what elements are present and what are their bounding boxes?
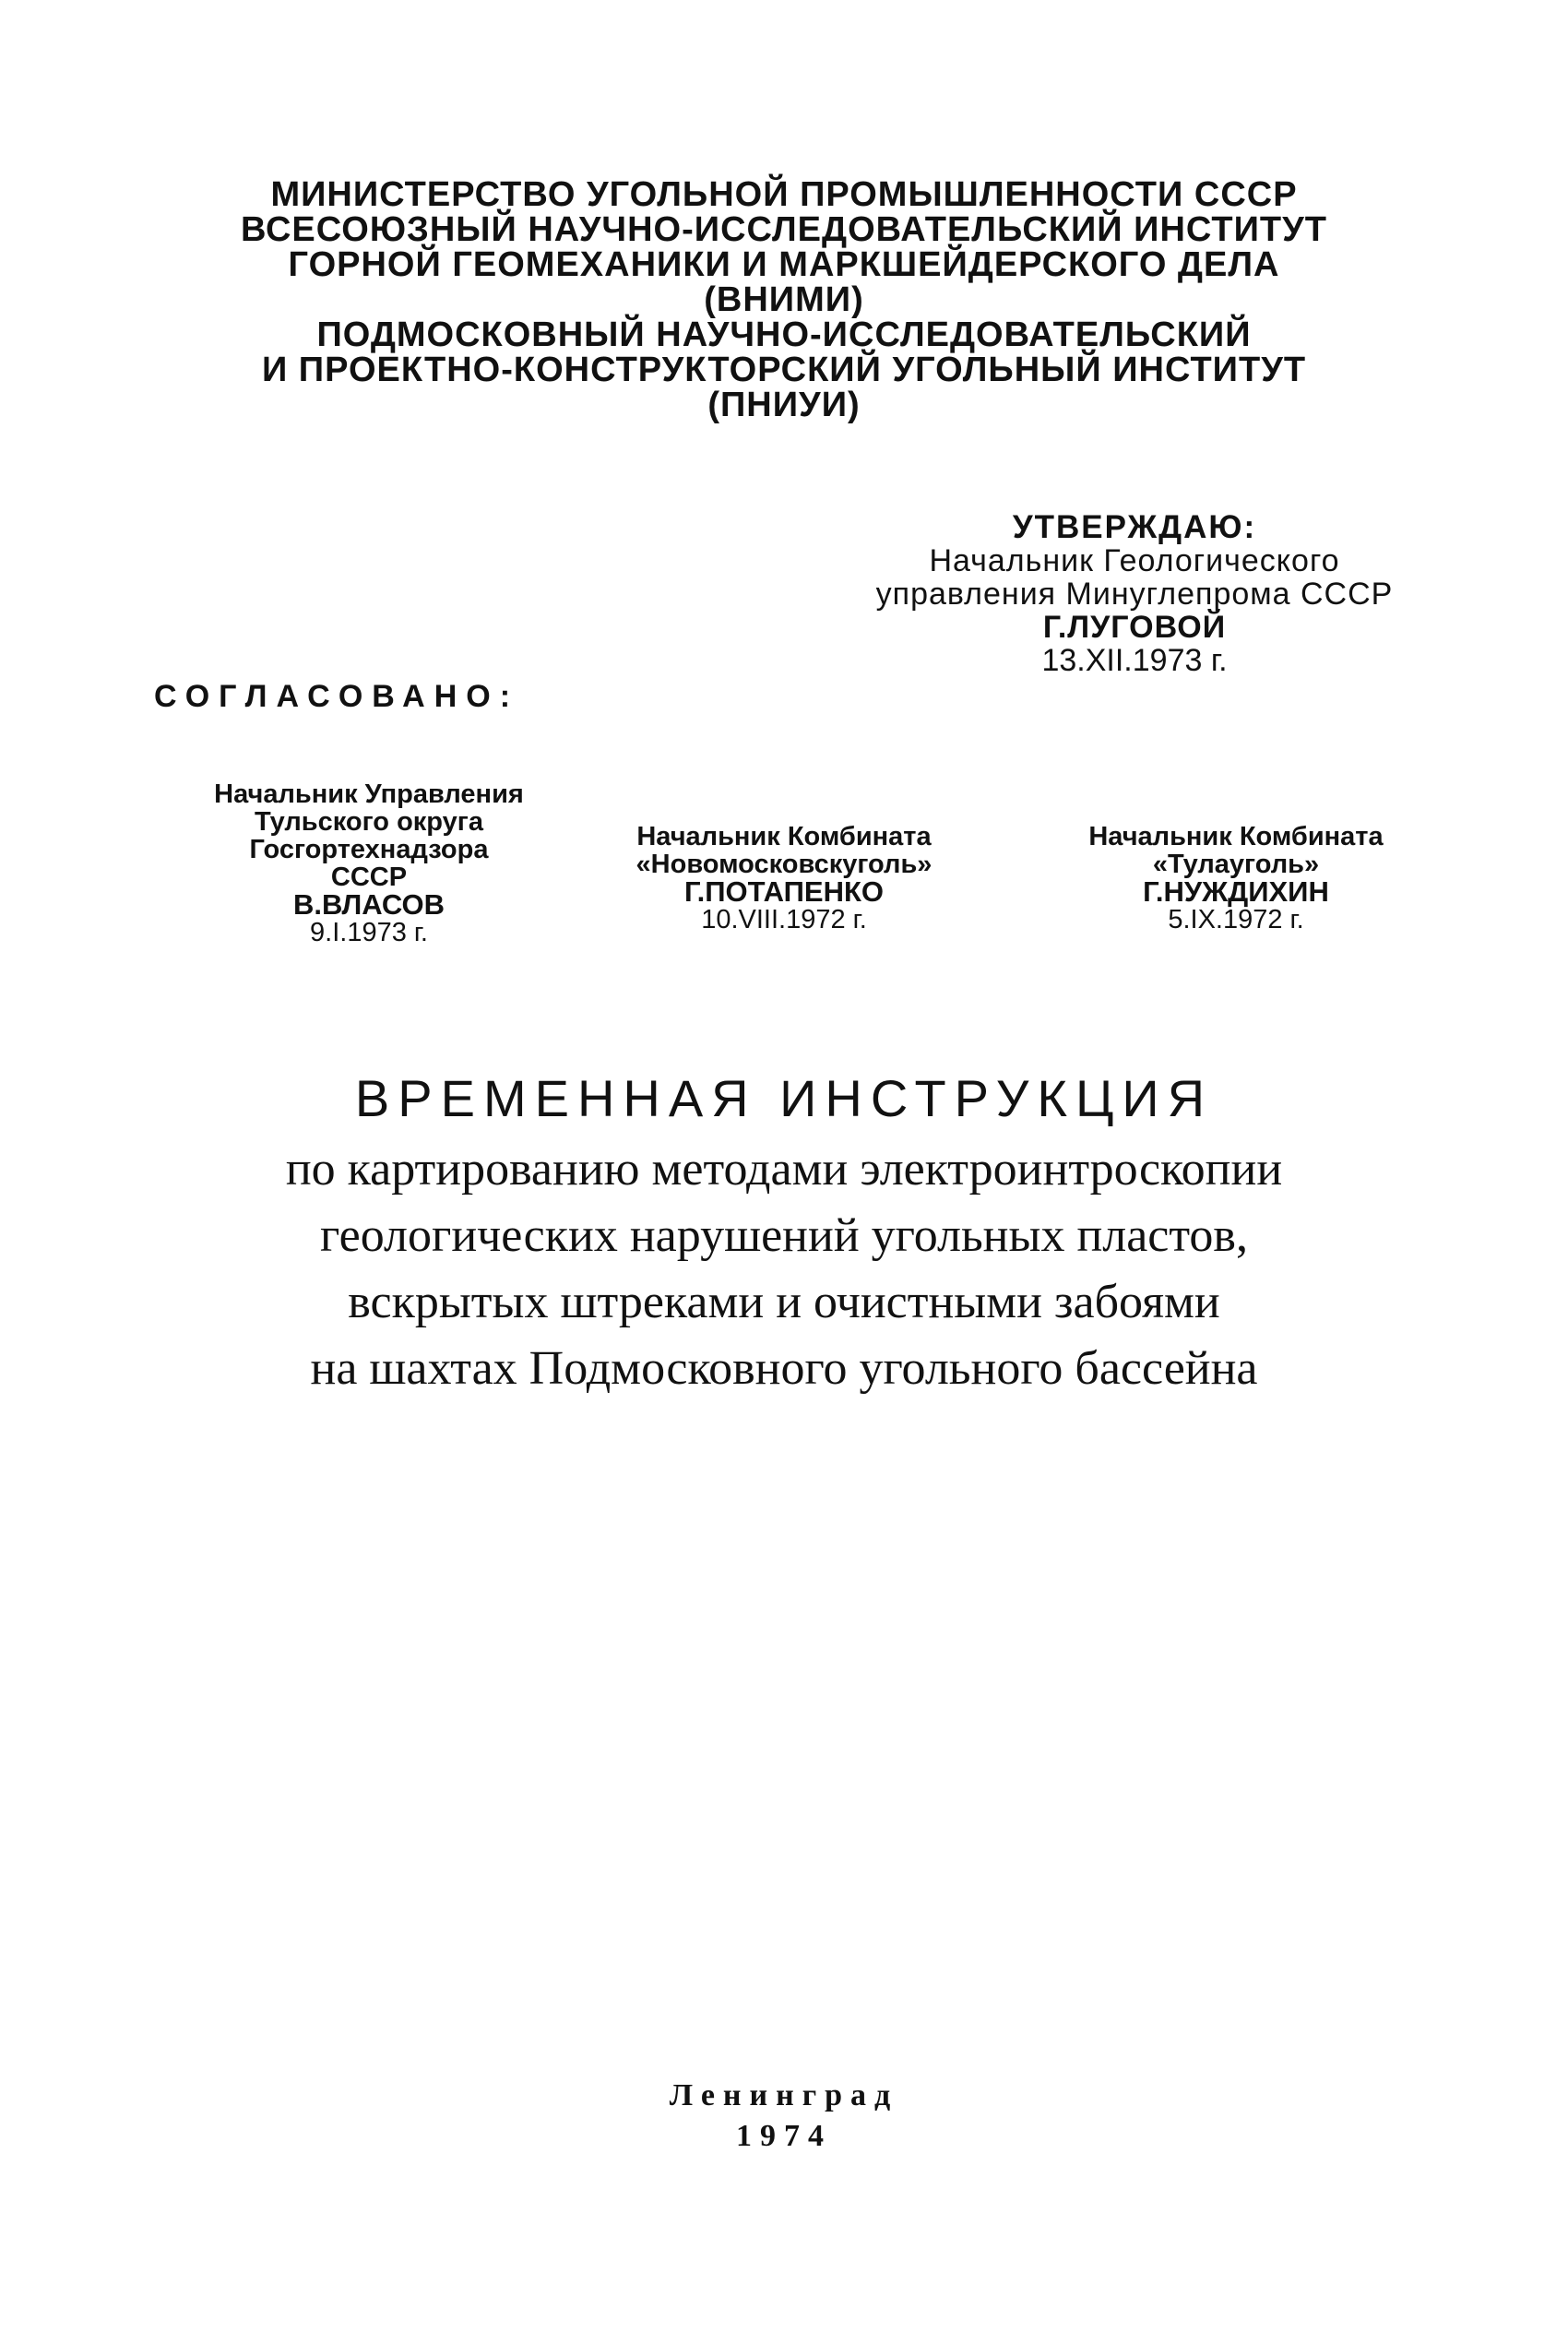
header-line: ВСЕСОЮЗНЫЙ НАУЧНО-ИССЛЕДОВАТЕЛЬСКИЙ ИНСТИТУТ xyxy=(240,210,1327,249)
signatory-role-line: «Тулауголь» xyxy=(1152,850,1320,879)
signatory-role-line: «Новомосковскуголь» xyxy=(636,850,932,879)
header-line: (ВНИМИ) xyxy=(704,280,864,319)
approval-title: УТВЕРЖДАЮ: xyxy=(1012,509,1257,545)
signatory-role-line: Тульского округа xyxy=(255,807,483,837)
approval-date: 13.XII.1973 г. xyxy=(1041,643,1228,678)
header-line: МИНИСТЕРСТВО УГОЛЬНОЙ ПРОМЫШЛЕННОСТИ СССР xyxy=(270,175,1298,214)
signatory-block xyxy=(600,823,968,934)
imprint-year: 1974 xyxy=(736,2119,832,2153)
document-title: ВРЕМЕННАЯ ИНСТРУКЦИЯ xyxy=(354,1069,1214,1127)
signatory-date: 9.I.1973 г. xyxy=(310,918,428,947)
imprint-footer xyxy=(507,2076,1061,2157)
subtitle-line: геологических нарушений угольных пластов, xyxy=(320,1209,1248,1262)
document-subtitle xyxy=(138,1136,1430,1402)
approval-block xyxy=(830,511,1439,677)
header-line: И ПРОЕКТНО-КОНСТРУКТОРСКИЙ УГОЛЬНЫЙ ИНСТИТУТ xyxy=(261,351,1307,389)
signatory-name: Г.НУЖДИХИН xyxy=(1143,875,1329,908)
subtitle-line: на шахтах Подмосковного угольного бассейна xyxy=(310,1342,1258,1395)
imprint-city: Ленинград xyxy=(669,2078,899,2112)
signatory-name: Г.ПОТАПЕНКО xyxy=(683,875,885,908)
signatory-role-line: Начальник Комбината xyxy=(636,822,932,851)
signatory-role-line: Госгортехнадзора xyxy=(249,835,489,864)
signatory-block xyxy=(166,780,572,946)
approval-name: Г.ЛУГОВОЙ xyxy=(1042,610,1227,645)
approval-role-line: Начальник Геологического xyxy=(929,543,1340,578)
signatory-date: 5.IX.1972 г. xyxy=(1168,905,1304,934)
signatory-role-line: СССР xyxy=(330,863,408,892)
subtitle-line: вскрытых штреками и очистными забоями xyxy=(348,1276,1220,1328)
agreed-label: СОГЛАСОВАНО: xyxy=(154,679,520,714)
signatory-block xyxy=(1051,823,1420,934)
signatory-date: 10.VIII.1972 г. xyxy=(701,905,867,934)
organization-header xyxy=(138,177,1430,422)
subtitle-line: по картированию методами электроинтроскопии xyxy=(285,1143,1283,1196)
signatory-role-line: Начальник Комбината xyxy=(1088,822,1384,851)
signatory-name: В.ВЛАСОВ xyxy=(292,888,445,921)
header-line: ПОДМОСКОВНЫЙ НАУЧНО-ИССЛЕДОВАТЕЛЬСКИЙ xyxy=(316,315,1252,354)
header-line: (ПНИУИ) xyxy=(707,386,861,424)
signatory-role-line: Начальник Управления xyxy=(214,779,524,809)
header-line: ГОРНОЙ ГЕОМЕХАНИКИ И МАРКШЕЙДЕРСКОГО ДЕЛА xyxy=(288,245,1280,284)
approval-role-line: управления Минуглепрома СССР xyxy=(875,577,1394,612)
